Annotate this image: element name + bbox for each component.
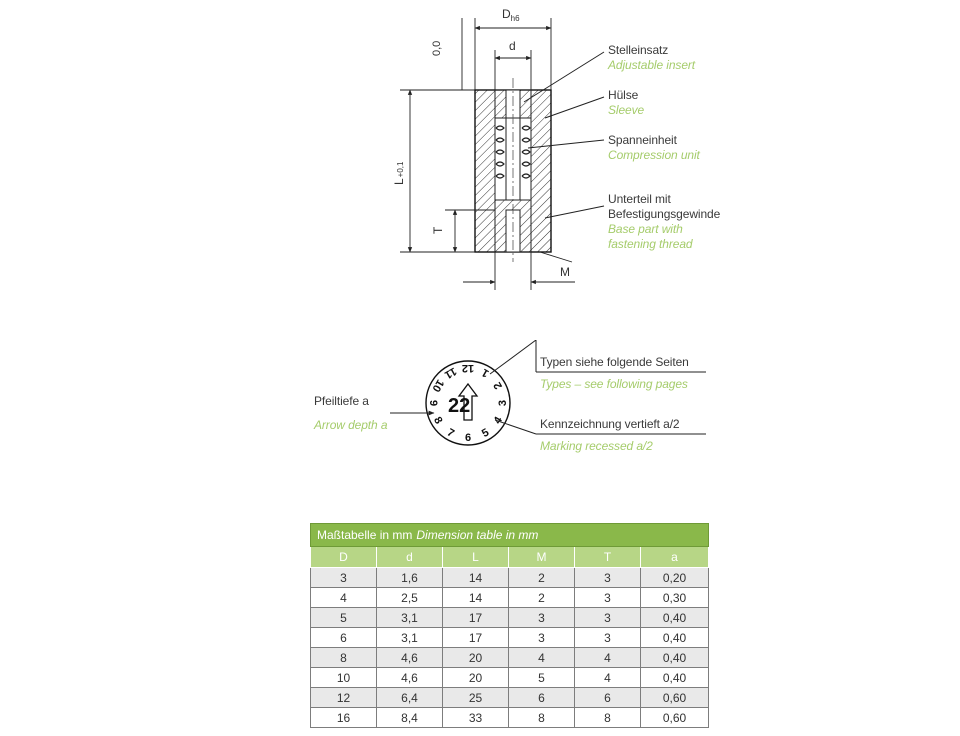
table-cell: 3	[509, 608, 575, 628]
table-row	[311, 688, 709, 708]
table-header-cell: M	[509, 547, 575, 568]
callout-base-en2: fastening thread	[608, 237, 693, 251]
callout-sleeve-en: Sleeve	[608, 103, 645, 117]
table-cell: 17	[443, 608, 509, 628]
dim-length-label: L+0,1	[392, 161, 406, 185]
arrow-depth-label-en: Arrow depth a	[314, 418, 388, 432]
table-row	[311, 568, 709, 588]
table-cell: 25	[443, 688, 509, 708]
dial-number: 3	[497, 399, 509, 407]
dial-number: 8	[431, 414, 445, 427]
table-cell: 0,40	[641, 668, 709, 688]
callout-base-de2: Befestigungsgewinde	[608, 207, 721, 221]
table-cell: 6	[311, 628, 377, 648]
table-row	[311, 708, 709, 728]
dial-number: 7	[444, 426, 457, 440]
dial-number: 9	[427, 399, 439, 407]
dial-number: 2	[491, 379, 505, 392]
table-cell: 4	[575, 648, 641, 668]
dial-number: 5	[479, 426, 492, 440]
dial-center-number-left: 22	[448, 395, 471, 417]
table-row	[311, 588, 709, 608]
table-cell: 20	[443, 648, 509, 668]
table-cell: 5	[311, 608, 377, 628]
arrow-depth-label-de: Pfeiltiefe a	[314, 394, 369, 408]
table-cell: 4	[575, 668, 641, 688]
table-header-row	[311, 547, 709, 568]
table-cell: 3	[311, 568, 377, 588]
table-cell: 8	[575, 708, 641, 728]
table-row	[311, 648, 709, 668]
table-cell: 4	[509, 648, 575, 668]
dim-d-label: d	[509, 39, 516, 53]
dial-number: 4	[491, 414, 505, 427]
dimension-table	[310, 523, 709, 728]
table-cell: 4,6	[377, 668, 443, 688]
table-cell: 3	[575, 608, 641, 628]
callout-base-en: Base part with	[608, 222, 683, 236]
table-header-cell: a	[641, 547, 709, 568]
table-cell: 8	[311, 648, 377, 668]
callout-base-de: Unterteil mit	[608, 192, 671, 206]
table-cell: 2,5	[377, 588, 443, 608]
table-cell: 0,40	[641, 628, 709, 648]
table-cell: 17	[443, 628, 509, 648]
table-cell: 4,6	[377, 648, 443, 668]
table-cell: 2	[509, 568, 575, 588]
dim-dh6-label: $D_{h6}$	[502, 7, 520, 23]
table-cell: 4	[311, 588, 377, 608]
table-cell: 1,6	[377, 568, 443, 588]
recess-label-de: Kennzeichnung vertieft a/2	[540, 417, 680, 431]
technical-drawing	[0, 0, 960, 310]
marking-dial-diagram	[0, 340, 960, 480]
table-header-cell: T	[575, 547, 641, 568]
table-cell: 0,40	[641, 648, 709, 668]
table-cell: 3	[575, 568, 641, 588]
table-cell: 10	[311, 668, 377, 688]
table-header-cell: D	[311, 547, 377, 568]
dim-m-label: M	[560, 265, 570, 279]
table-cell: 14	[443, 568, 509, 588]
table-cell: 0,60	[641, 708, 709, 728]
dial-number: 12	[461, 362, 475, 374]
dial-number: 11	[442, 364, 459, 381]
table-row	[311, 668, 709, 688]
table-row	[311, 628, 709, 648]
table-cell: 3,1	[377, 628, 443, 648]
table-cell: 3	[509, 628, 575, 648]
table-cell: 6	[509, 688, 575, 708]
table-cell: 6	[575, 688, 641, 708]
table-cell: 6,4	[377, 688, 443, 708]
dial-number: 6	[464, 432, 472, 444]
callout-insert-de: Stelleinsatz	[608, 43, 669, 57]
dial-number: 1	[479, 366, 492, 380]
table-cell: 20	[443, 668, 509, 688]
table-cell: 2	[509, 588, 575, 608]
table-cell: 8	[509, 708, 575, 728]
table-cell: 3	[575, 588, 641, 608]
table-body	[311, 568, 709, 728]
types-label-de: Typen siehe folgende Seiten	[540, 355, 689, 369]
callout-compression-en: Compression unit	[608, 148, 700, 162]
table-cell: 0,30	[641, 588, 709, 608]
table-header-cell: d	[377, 547, 443, 568]
table-cell: 5	[509, 668, 575, 688]
table-header-cell: L	[443, 547, 509, 568]
callout-sleeve-de: Hülse	[608, 88, 639, 102]
table-cell: 3,1	[377, 608, 443, 628]
table-title: Maßtabelle in mm Dimension table in mm	[311, 524, 709, 547]
table-cell: 3	[575, 628, 641, 648]
table-cell: 16	[311, 708, 377, 728]
table-cell: 8,4	[377, 708, 443, 728]
types-label-en: Types – see following pages	[540, 377, 688, 391]
recess-label-en: Marking recessed a/2	[540, 439, 653, 453]
table-cell: 0,60	[641, 688, 709, 708]
table-cell: 33	[443, 708, 509, 728]
table-cell: 12	[311, 688, 377, 708]
table-cell: 0,40	[641, 608, 709, 628]
table-row	[311, 608, 709, 628]
sleeve-body	[475, 78, 551, 262]
dial-number: 10	[429, 377, 446, 394]
table-cell: 0,20	[641, 568, 709, 588]
callout-compression-de: Spanneinheit	[608, 133, 677, 147]
callout-insert-en: Adjustable insert	[608, 58, 696, 72]
dim-t-label: T	[431, 226, 445, 234]
table-cell: 14	[443, 588, 509, 608]
dim-zero-label: 0,0	[431, 40, 443, 56]
